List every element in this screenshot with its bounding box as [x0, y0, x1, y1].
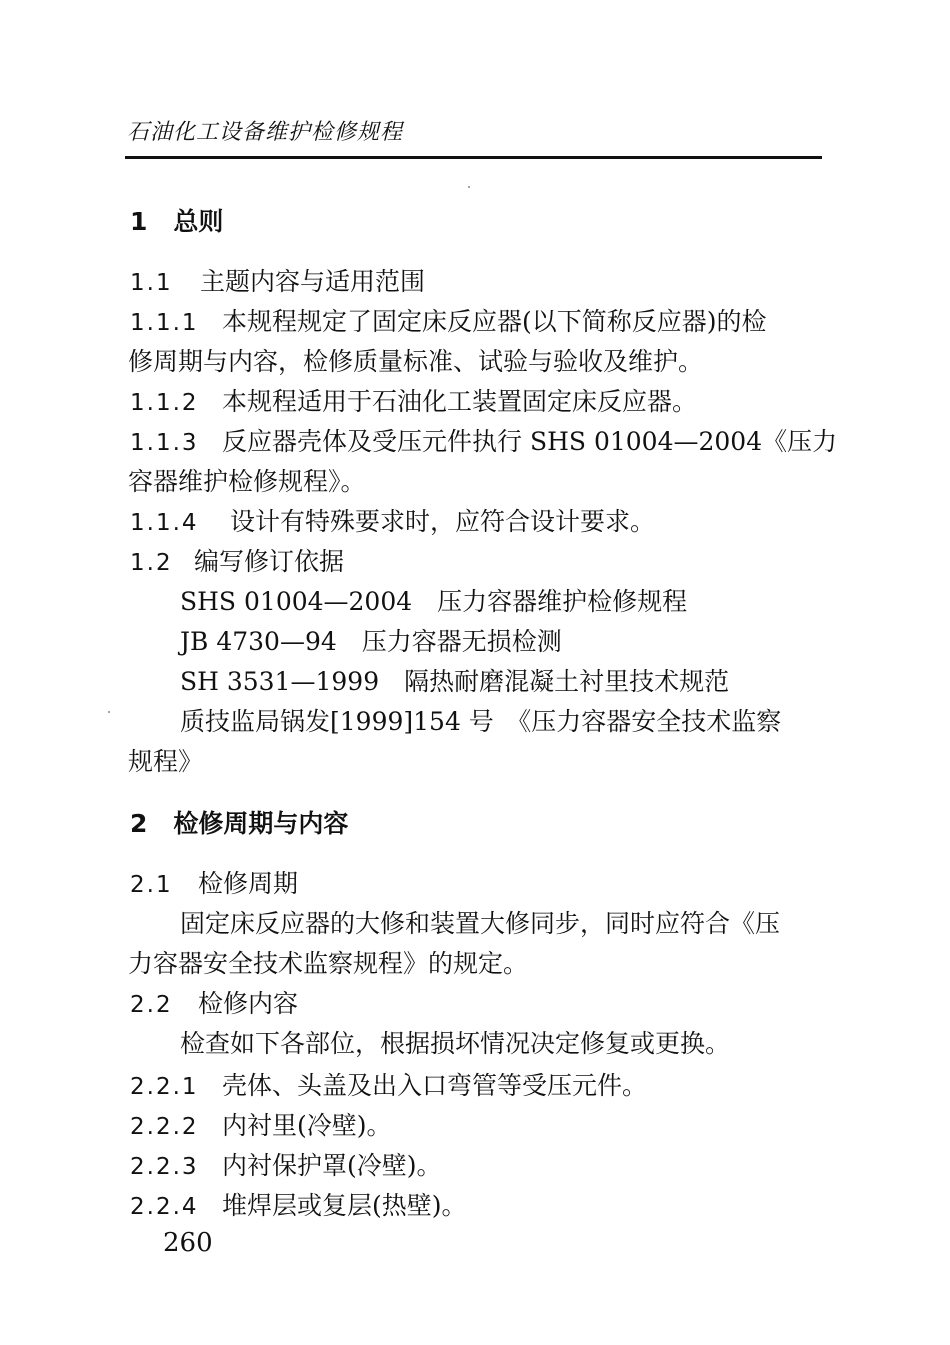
reference-line-continuation: 规程》 — [128, 747, 204, 776]
clause-number: 2.2 — [130, 992, 173, 1018]
clause-number: 1.1 — [130, 270, 173, 296]
clause-text: 反应器壳体及受压元件执行 SHS 01004—2004《压力 — [222, 427, 838, 456]
clause-2-2-3 — [130, 1146, 442, 1182]
clause-text: 主题内容与适用范围 — [200, 267, 426, 296]
section-2-heading — [130, 804, 348, 840]
clause-number: 1.1.1 — [130, 310, 199, 336]
reference-line: 质技监局锅发[1999]154 号 《压力容器安全技术监察 — [180, 707, 782, 736]
clause-text: 内衬保护罩(冷壁)。 — [222, 1151, 442, 1180]
reference-line: JB 4730—94 压力容器无损检测 — [180, 627, 562, 656]
clause-text: 壳体、头盖及出入口弯管等受压元件。 — [222, 1071, 648, 1100]
clause-number: 2.2.1 — [130, 1074, 199, 1100]
section-number: 1 — [130, 207, 148, 236]
clause-number: 2.2.2 — [130, 1114, 199, 1140]
scan-speck — [468, 186, 470, 188]
clause-text: 检修内容 — [198, 989, 299, 1018]
clause-2-2-4 — [130, 1186, 467, 1222]
clause-1-1-3-continuation: 容器维护检修规程》。 — [128, 467, 366, 496]
reference-line: SHS 01004—2004 压力容器维护检修规程 — [180, 587, 688, 616]
reference-line: SH 3531—1999 隔热耐磨混凝土衬里技术规范 — [180, 667, 730, 696]
clause-2-1 — [130, 864, 298, 900]
section-number: 2 — [130, 809, 148, 838]
scan-speck — [108, 711, 110, 713]
clause-1-1-3 — [130, 422, 837, 458]
section-1-heading — [130, 202, 223, 238]
paragraph-line: 力容器安全技术监察规程》的规定。 — [128, 949, 529, 978]
clause-text: 设计有特殊要求时，应符合设计要求。 — [230, 507, 656, 536]
section-title: 总则 — [173, 207, 224, 236]
clause-text: 本规程规定了固定床反应器(以下简称反应器)的检 — [222, 307, 767, 336]
clause-1-1-1 — [130, 302, 767, 338]
clause-number: 1.1.3 — [130, 430, 199, 456]
header-rule — [125, 156, 822, 159]
clause-1-2 — [130, 542, 344, 578]
clause-number: 2.2.4 — [130, 1194, 199, 1220]
clause-2-2-1 — [130, 1066, 647, 1102]
section-title: 检修周期与内容 — [173, 809, 349, 838]
clause-text: 内衬里(冷壁)。 — [222, 1111, 392, 1140]
running-header: 石油化工设备维护检修规程 — [127, 120, 404, 145]
clause-1-1-4 — [130, 502, 655, 538]
clause-1-1-2 — [130, 382, 697, 418]
clause-number: 2.2.3 — [130, 1154, 199, 1180]
clause-number: 1.1.4 — [130, 510, 199, 536]
clause-text: 本规程适用于石油化工装置固定床反应器。 — [222, 387, 698, 416]
clause-text: 检修周期 — [198, 869, 299, 898]
clause-number: 1.2 — [130, 550, 173, 576]
clause-text: 堆焊层或复层(热壁)。 — [222, 1191, 467, 1220]
page-number: 260 — [163, 1228, 213, 1258]
clause-text: 编写修订依据 — [194, 547, 345, 576]
paragraph-line: 固定床反应器的大修和装置大修同步，同时应符合《压 — [180, 909, 781, 938]
clause-number: 1.1.2 — [130, 390, 199, 416]
clause-1-1-1-continuation: 修周期与内容，检修质量标准、试验与验收及维护。 — [128, 347, 704, 376]
paragraph-line: 检查如下各部位，根据损坏情况决定修复或更换。 — [180, 1029, 731, 1058]
clause-number: 2.1 — [130, 872, 173, 898]
clause-2-2 — [130, 984, 298, 1020]
clause-2-2-2 — [130, 1106, 392, 1142]
clause-1-1 — [130, 262, 425, 298]
